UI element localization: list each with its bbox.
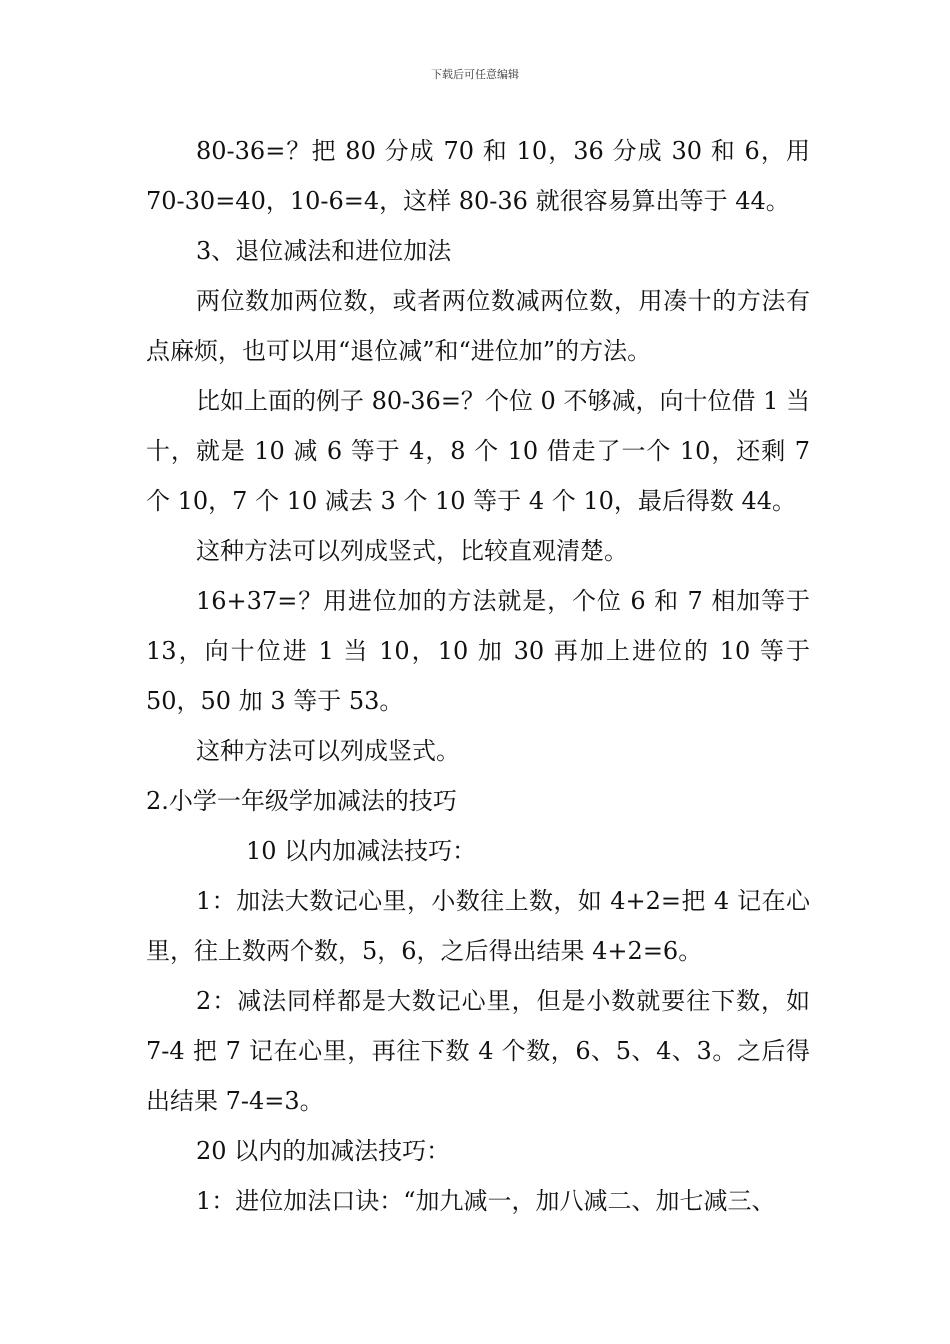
paragraph-2-heading: 3、退位减法和进位加法 xyxy=(196,237,452,265)
subheading-20: 20 以内的加减法技巧： xyxy=(196,1137,451,1165)
page-header: 下载后可任意编辑 xyxy=(431,68,519,81)
section-heading: 2.小学一年级学加减法的技巧 xyxy=(146,787,457,815)
paragraph-5: 这种方法可以列成竖式，比较直观清楚。 xyxy=(196,537,628,565)
paragraph-10: 1：进位加法口诀：“加九减一，加八减二、加七减三、 xyxy=(196,1187,776,1215)
subheading-10: 10 以内加减法技巧： xyxy=(246,837,477,865)
paragraph-4: 比如上面的例子 80-36=？个位 0 不够减，向十位借 1 当十，就是 10 减 6 等于 4，8 个 10 借走了一个 10，还剩 7 个 10，7 个 10 减去 3 个 10 等于 4 个 10，最后得数 44。 xyxy=(146,387,810,515)
paragraph-9: 2：减法同样都是大数记心里，但是小数就要往下数，如 7-4 把 7 记在心里，再往下数 4 个数，6、5、4、3。之后得出结果 7-4=3。 xyxy=(146,987,810,1115)
paragraph-7: 这种方法可以列成竖式。 xyxy=(196,737,460,765)
paragraph-3: 两位数加两位数，或者两位数减两位数，用凑十的方法有点麻烦，也可以用“退位减”和“进位加”的方法。 xyxy=(146,287,810,365)
paragraph-8: 1：加法大数记心里，小数往上数，如 4+2=把 4 记在心里，往上数两个数，5，6，之后得出结果 4+2=6。 xyxy=(146,887,810,965)
paragraph-6: 16+37=？用进位加的方法就是，个位 6 和 7 相加等于 13，向十位进 1 当 10，10 加 30 再加上进位的 10 等于 50，50 加 3 等于 53。 xyxy=(146,587,810,715)
document-body xyxy=(146,126,810,1226)
paragraph-1: 80-36=？把 80 分成 70 和 10，36 分成 30 和 6，用 70-30=40，10-6=4，这样 80-36 就很容易算出等于 44。 xyxy=(146,137,810,215)
